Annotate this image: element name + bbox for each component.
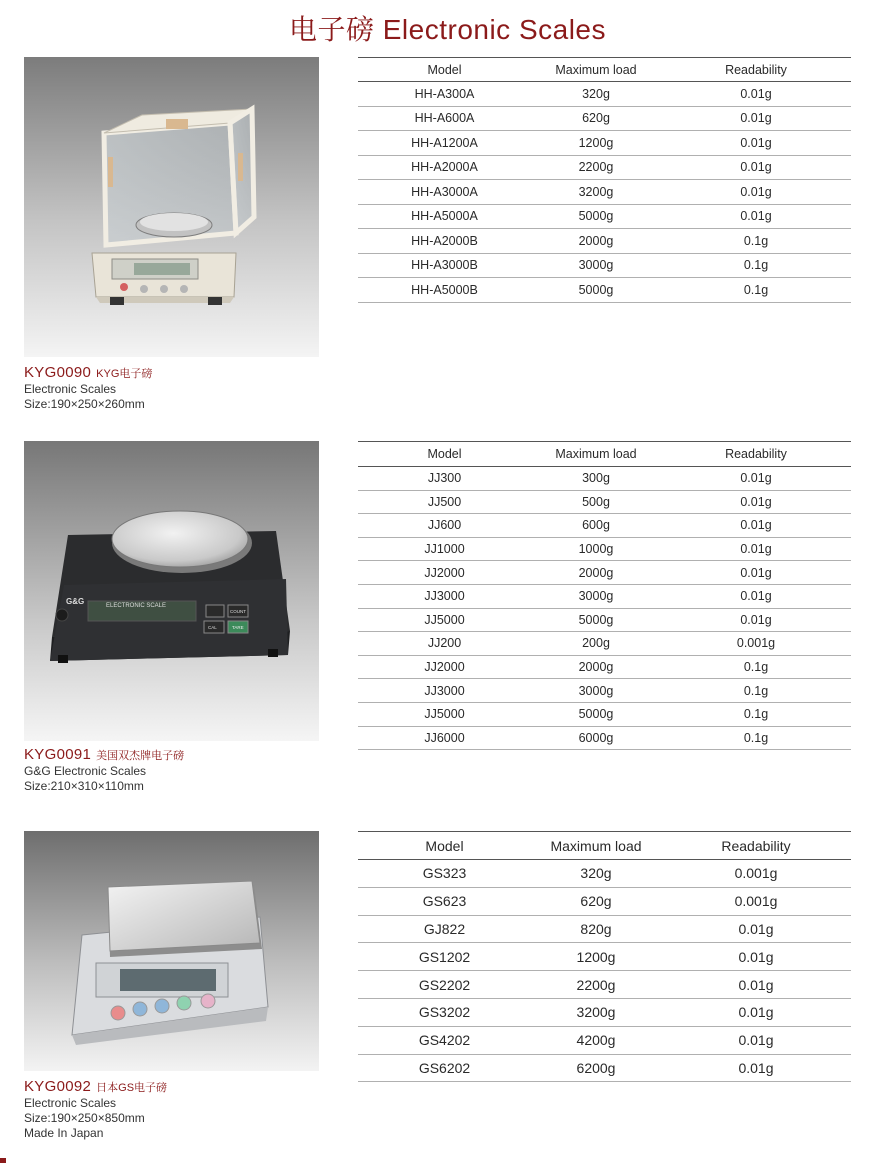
cell-max-load: 5000g [531, 702, 661, 726]
column-header-max-load: Maximum load [531, 442, 661, 467]
cell-max-load: 320g [531, 82, 661, 107]
cell-model: HH-A300A [358, 82, 531, 107]
product-code: KYG0091 [24, 746, 92, 763]
cell-max-load: 1000g [531, 537, 661, 561]
cell-max-load: 620g [531, 106, 661, 131]
tare-button-label: TARE [232, 625, 244, 630]
cell-max-load: 3000g [531, 253, 661, 278]
product-size: Size:190×250×850mm [24, 1111, 145, 1125]
table-row [358, 998, 851, 1026]
cell-readability: 0.1g [661, 278, 851, 303]
table-row [358, 155, 851, 180]
table-row [358, 131, 851, 156]
cell-max-load: 820g [531, 915, 661, 943]
column-header-readability: Readability [661, 442, 851, 467]
cell-max-load: 300g [531, 467, 661, 491]
cell-readability: 0.01g [661, 82, 851, 107]
cell-max-load: 2000g [531, 561, 661, 585]
column-header-model: Model [358, 58, 531, 82]
page-corner-mark [0, 1158, 6, 1163]
cell-readability: 0.01g [661, 490, 851, 514]
cell-model: JJ2000 [358, 561, 531, 585]
cell-model: JJ200 [358, 632, 531, 656]
cell-model: HH-A3000B [358, 253, 531, 278]
product-name: Electronic Scales [24, 382, 117, 396]
table-row [358, 608, 851, 632]
spec-table [358, 441, 851, 750]
cell-model: HH-A2000A [358, 155, 531, 180]
table-header-row [358, 58, 851, 82]
product-cn-name: 日本GS电子磅 [96, 1082, 168, 1094]
cell-max-load: 3200g [531, 998, 661, 1026]
cell-readability: 0.01g [661, 204, 851, 229]
cell-max-load: 2200g [531, 155, 661, 180]
table-row [358, 278, 851, 303]
cell-max-load: 2200g [531, 971, 661, 999]
cell-max-load: 1200g [531, 131, 661, 156]
cell-readability: 0.01g [661, 608, 851, 632]
table-row [358, 180, 851, 205]
table-row [358, 490, 851, 514]
cell-readability: 0.01g [661, 971, 851, 999]
cell-max-load: 3000g [531, 584, 661, 608]
scale-display-label: ELECTRONIC SCALE [106, 603, 167, 609]
product-size: Size:210×310×110mm [24, 779, 144, 793]
cell-model: GS6202 [358, 1054, 531, 1082]
cell-model: HH-A2000B [358, 229, 531, 254]
cell-max-load: 5000g [531, 204, 661, 229]
cell-readability: 0.1g [661, 253, 851, 278]
table-row [358, 537, 851, 561]
count-button-label: COUNT [230, 609, 246, 614]
cell-model: JJ1000 [358, 537, 531, 561]
cell-readability: 0.001g [661, 887, 851, 915]
table-row [358, 943, 851, 971]
cell-max-load: 1200g [531, 943, 661, 971]
product-code: KYG0092 [24, 1078, 92, 1095]
table-row [358, 229, 851, 254]
table-row [358, 1054, 851, 1082]
product-photo-gg-scale [24, 441, 319, 741]
cell-max-load: 3200g [531, 180, 661, 205]
cell-max-load: 3000g [531, 679, 661, 703]
table-row [358, 584, 851, 608]
cell-readability: 0.01g [661, 915, 851, 943]
table-header-row [358, 832, 851, 860]
table-row [358, 106, 851, 131]
cell-readability: 0.01g [661, 1054, 851, 1082]
cell-model: JJ500 [358, 490, 531, 514]
cell-readability: 0.01g [661, 998, 851, 1026]
cell-readability: 0.01g [661, 514, 851, 538]
column-header-readability: Readability [661, 58, 851, 82]
cell-model: HH-A600A [358, 106, 531, 131]
cell-readability: 0.01g [661, 561, 851, 585]
cell-max-load: 6000g [531, 726, 661, 750]
cell-readability: 0.01g [661, 106, 851, 131]
cell-readability: 0.01g [661, 537, 851, 561]
product-cn-name: 美国双杰牌电子磅 [96, 750, 185, 762]
cell-max-load: 620g [531, 887, 661, 915]
spec-table [358, 831, 851, 1082]
table-row [358, 679, 851, 703]
cell-model: GS1202 [358, 943, 531, 971]
table-row [358, 860, 851, 888]
product-photo-analytical-balance [24, 57, 319, 357]
cell-readability: 0.01g [661, 155, 851, 180]
column-header-readability: Readability [661, 832, 851, 860]
product-caption [24, 1079, 167, 1141]
cell-model: GS323 [358, 860, 531, 888]
cell-readability: 0.1g [661, 702, 851, 726]
cell-readability: 0.01g [661, 584, 851, 608]
cell-model: HH-A5000B [358, 278, 531, 303]
cell-readability: 0.01g [661, 180, 851, 205]
product-caption [24, 747, 184, 794]
table-row [358, 514, 851, 538]
cell-model: GS623 [358, 887, 531, 915]
cell-model: GJ822 [358, 915, 531, 943]
cell-model: GS2202 [358, 971, 531, 999]
cell-max-load: 600g [531, 514, 661, 538]
cell-max-load: 320g [531, 860, 661, 888]
cell-model: JJ2000 [358, 655, 531, 679]
cell-max-load: 2000g [531, 229, 661, 254]
cell-readability: 0.001g [661, 632, 851, 656]
table-row [358, 702, 851, 726]
column-header-max-load: Maximum load [531, 832, 661, 860]
table-row [358, 561, 851, 585]
table-row [358, 82, 851, 107]
cell-max-load: 6200g [531, 1054, 661, 1082]
cell-model: JJ5000 [358, 608, 531, 632]
scale-brand-label: G&G [66, 597, 85, 606]
table-row [358, 253, 851, 278]
table-row [358, 467, 851, 491]
cell-max-load: 200g [531, 632, 661, 656]
product-cn-name: KYG电子磅 [96, 368, 153, 380]
cell-max-load: 500g [531, 490, 661, 514]
column-header-model: Model [358, 832, 531, 860]
product-caption [24, 365, 152, 412]
product-size: Size:190×250×260mm [24, 397, 145, 411]
cell-readability: 0.01g [661, 131, 851, 156]
table-row [358, 1026, 851, 1054]
table-row [358, 655, 851, 679]
cell-readability: 0.1g [661, 679, 851, 703]
product-photo-gs-scale [24, 831, 319, 1071]
table-row [358, 971, 851, 999]
table-row [358, 204, 851, 229]
cell-readability: 0.001g [661, 860, 851, 888]
cell-readability: 0.1g [661, 229, 851, 254]
cal-button-label: CAL [208, 625, 217, 630]
cell-max-load: 5000g [531, 608, 661, 632]
product-code: KYG0090 [24, 364, 92, 381]
cell-max-load: 5000g [531, 278, 661, 303]
cell-model: JJ3000 [358, 584, 531, 608]
cell-model: HH-A3000A [358, 180, 531, 205]
cell-model: HH-A5000A [358, 204, 531, 229]
table-row [358, 887, 851, 915]
cell-model: JJ3000 [358, 679, 531, 703]
column-header-model: Model [358, 442, 531, 467]
cell-readability: 0.1g [661, 726, 851, 750]
table-header-row [358, 442, 851, 467]
cell-max-load: 4200g [531, 1026, 661, 1054]
cell-model: JJ600 [358, 514, 531, 538]
table-row [358, 915, 851, 943]
cell-model: HH-A1200A [358, 131, 531, 156]
table-row [358, 632, 851, 656]
product-name: Electronic Scales [24, 1096, 117, 1110]
spec-table [358, 57, 851, 303]
product-name: G&G Electronic Scales [24, 764, 147, 778]
column-header-max-load: Maximum load [531, 58, 661, 82]
cell-model: JJ300 [358, 467, 531, 491]
page-title: 电子磅 Electronic Scales [288, 14, 607, 45]
cell-max-load: 2000g [531, 655, 661, 679]
cell-readability: 0.01g [661, 943, 851, 971]
cell-model: JJ6000 [358, 726, 531, 750]
cell-model: GS3202 [358, 998, 531, 1026]
cell-readability: 0.01g [661, 1026, 851, 1054]
cell-model: JJ5000 [358, 702, 531, 726]
cell-model: GS4202 [358, 1026, 531, 1054]
cell-readability: 0.1g [661, 655, 851, 679]
cell-readability: 0.01g [661, 467, 851, 491]
product-origin: Made In Japan [24, 1126, 104, 1140]
table-row [358, 726, 851, 750]
